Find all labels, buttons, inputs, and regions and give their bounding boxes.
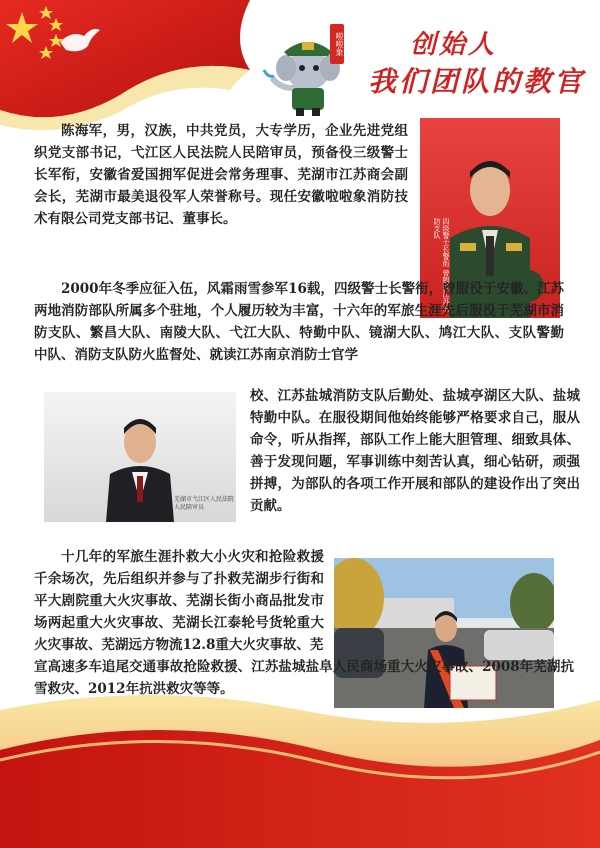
photo1-caption: 四级警士长警衔 曾服役江苏消防支队 <box>433 218 450 312</box>
suit-portrait-photo <box>44 392 236 522</box>
red-flag-decoration <box>0 0 260 130</box>
photo2-caption: 芜湖市弋江区人民法院 人民陪审员 <box>174 496 235 511</box>
page-title-line2: 我们团队的教官 <box>368 65 586 98</box>
paragraph-rescue-part1: 十几年的军旅生涯扑救大小火灾和抢险救援千余场次，先后组织并参与了扑救芜湖步行街和平大剧院重大火灾事故、芜湖长街小商品批发市场两起重大火灾事故、芜湖长江泰轮号货轮重大火灾事故、芜湖远方物流12.8重大火灾事故、芜 <box>34 549 324 653</box>
mascot-name-tag: 啦啦象 <box>330 24 344 64</box>
page-title-line1: 创始人 <box>410 30 498 60</box>
paragraph-career-part1: 2000年冬季应征入伍，风霜雨雪参军16载，四级警士长警衔，曾服役于安徽、江苏两地消防部队所属多个驻地，个人履历较为丰富，十六年的军旅生涯先后服役于芜湖市消防支队、繁昌大队、南陵大队、弋江大队、特勤中队、镜湖大队、鸠江大队、支队警勤 中队、消防支队防火监督处、就读江苏南京消防士官学 <box>34 281 564 363</box>
paragraph-rescue-part2: 宣高速多车追尾交通事故抢险救援、江苏盐城盐阜人民商场重大火灾事故、2008年芜湖抗雪救灾、2012年抗洪救灾等等。 <box>34 659 574 697</box>
paragraph-profile: 陈海军，男，汉族，中共党员，大专学历，企业先进党组织党支部书记，弋江区人民法院人民陪审员，预备役三级警士长军衔，安徽省爱国拥军促进会常务理事、芜湖市江苏商会副会长，芜湖市最美退役军人荣誉称号。现任安徽啦啦象消防技术有限公司党支部书记、董事长。 <box>34 123 408 227</box>
paragraph-career-part2: 校、江苏盐城消防支队后勤处、盐城亭湖区大队、盐城特勤中队。在服役期间他始终能够严格要求自己，服从命令，听从指挥，部队工作上能大胆管理、细致具体、善于发现问题，军事训练中刻苦认真，细心钻研，顽强拼搏，为部队的各项工作开展和部队的建设作出了突出贡献。 <box>250 388 580 514</box>
